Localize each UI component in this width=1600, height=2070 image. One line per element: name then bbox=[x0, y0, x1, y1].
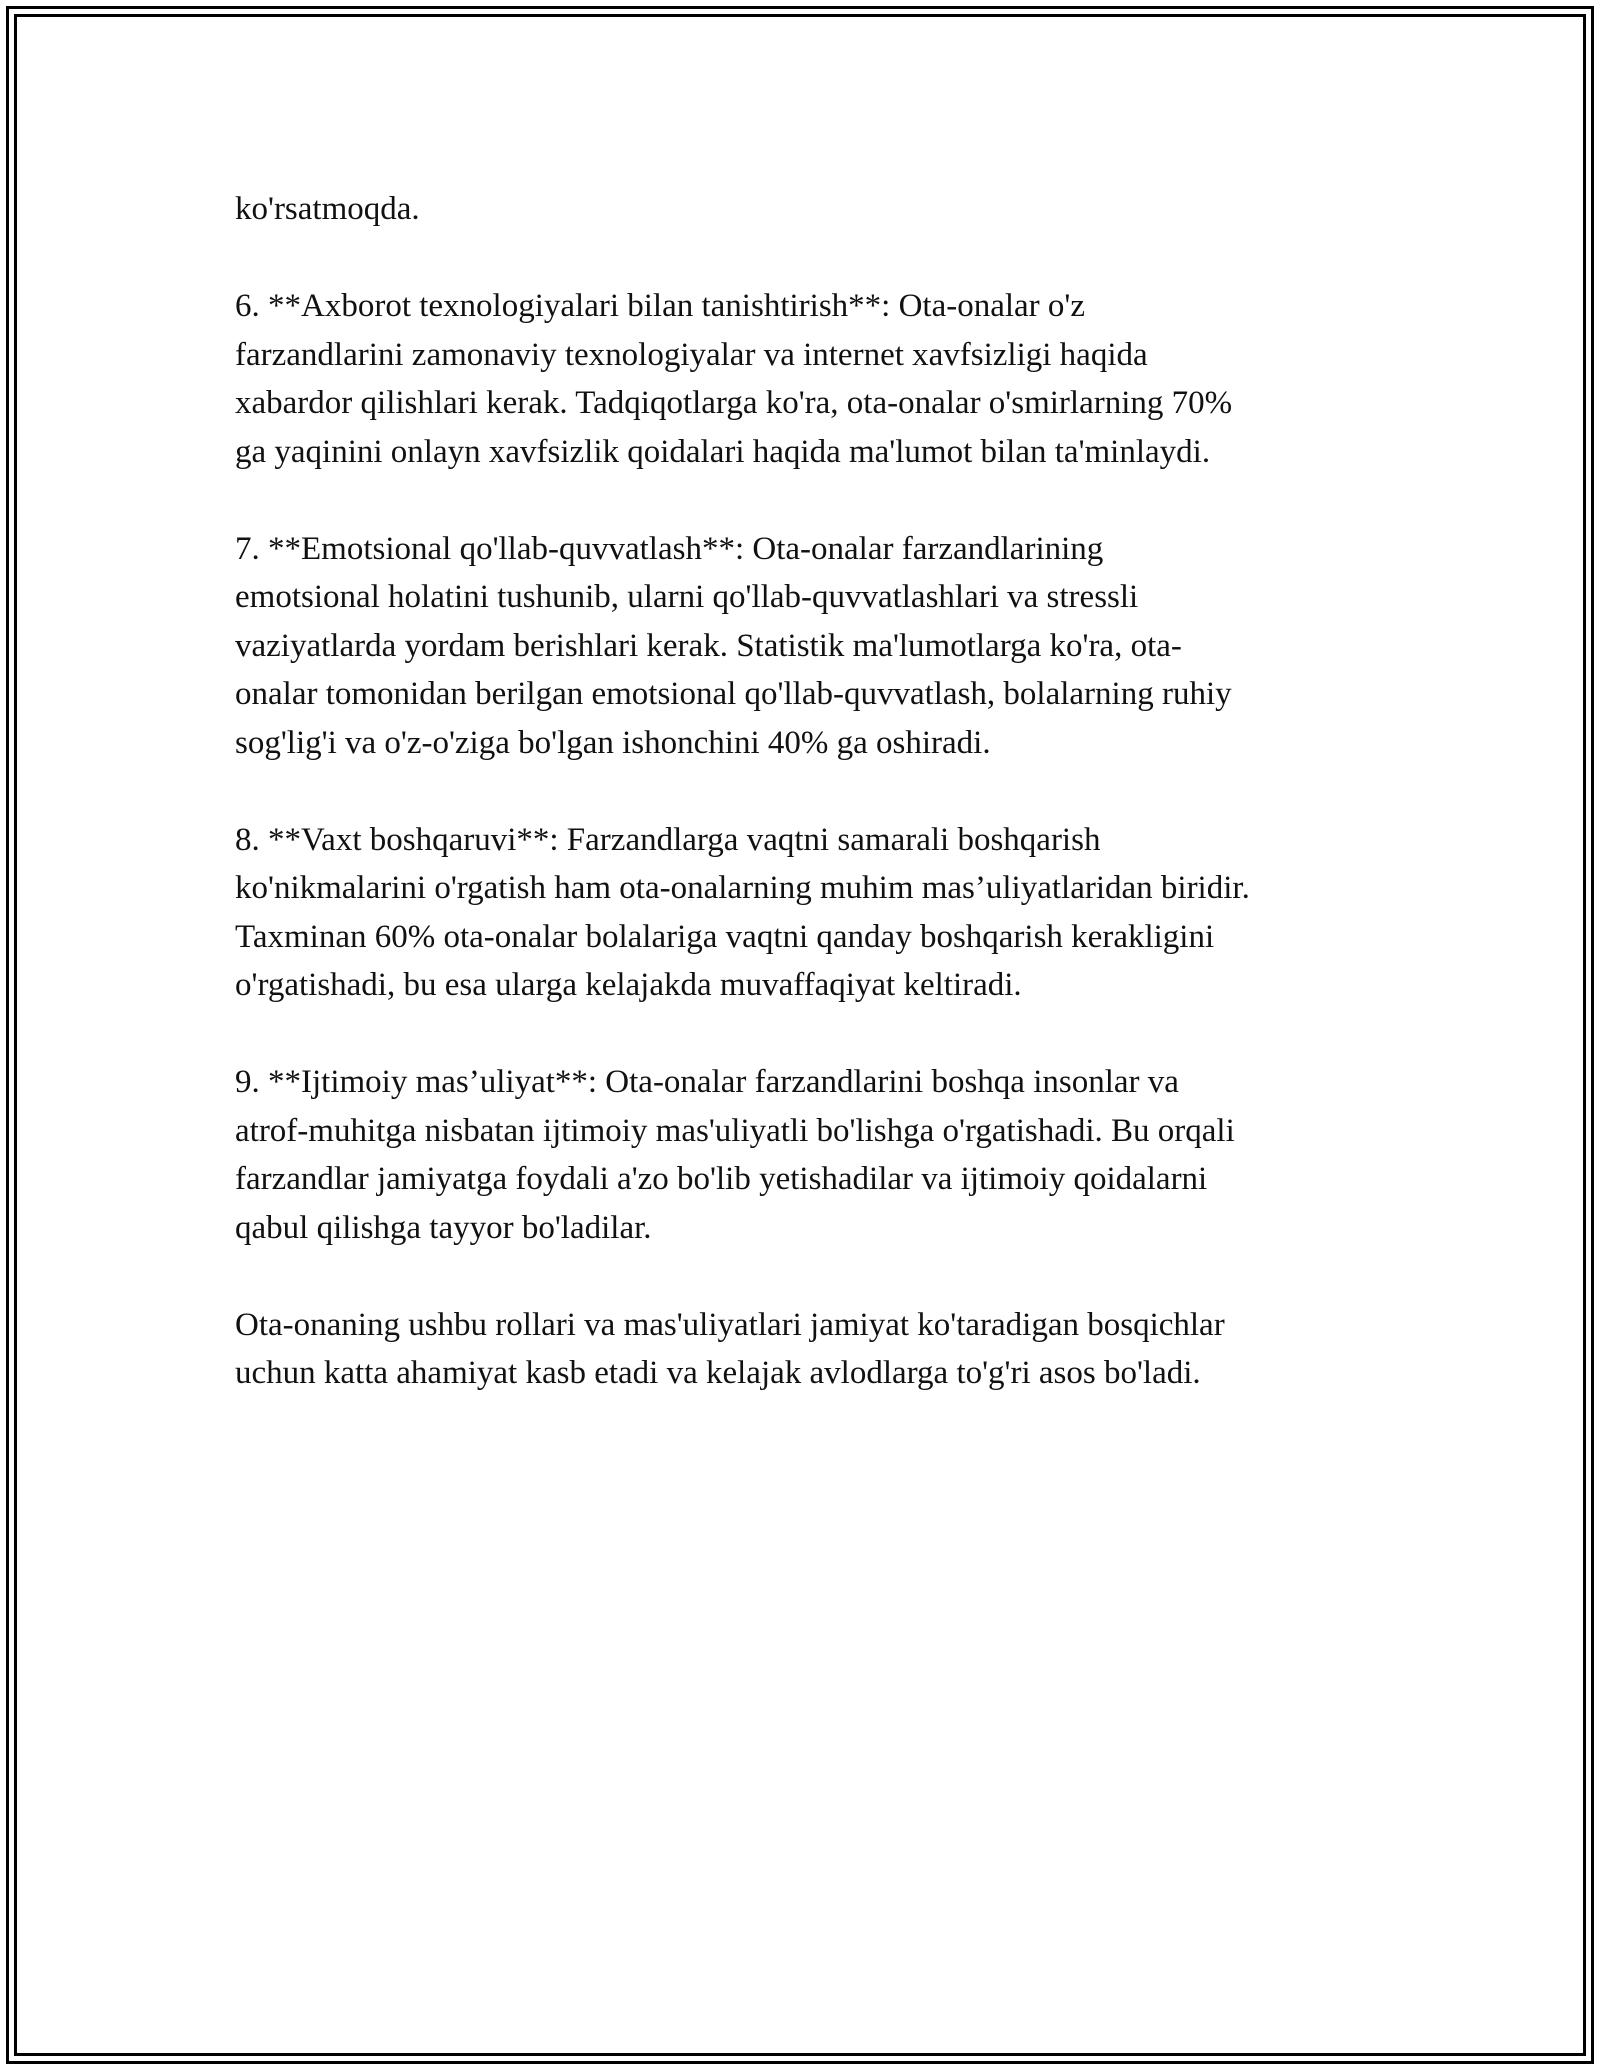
text-line: xabardor qilishlari kerak. Tadqiqotlarga ko'ra, ota-onalar o'smirlarning 70% bbox=[235, 385, 1233, 421]
text-line: o'rgatishadi, bu esa ularga kelajakda muvaffaqiyat keltiradi. bbox=[235, 967, 1022, 1003]
text-line: onalar tomonidan berilgan emotsional qo'llab-quvvatlash, bolalarning ruhiy bbox=[235, 676, 1232, 712]
text-line: vaziyatlarda yordam berishlari kerak. Statistik ma'lumotlarga ko'ra, ota- bbox=[235, 627, 1182, 664]
text-line: 9. **Ijtimoiy mas’uliyat**: Ota-onalar farzandlarini boshqa insonlar va bbox=[235, 1064, 1179, 1100]
paragraph-item-6 bbox=[235, 282, 1375, 476]
text-line: sog'lig'i va o'z-o'ziga bo'lgan ishonchini 40% ga oshiradi. bbox=[235, 724, 991, 761]
text-line: 7. **Emotsional qo'llab-quvvatlash**: Ota-onalar farzandlarining bbox=[235, 530, 1104, 567]
text-line: ko'rsatmoqda. bbox=[235, 191, 420, 227]
text-line: uchun katta ahamiyat kasb etadi va kelajak avlodlarga to'g'ri asos bo'ladi. bbox=[235, 1355, 1201, 1391]
text-line: farzandlar jamiyatga foydali a'zo bo'lib yetishadilar va ijtimoiy qoidalarni bbox=[235, 1161, 1208, 1197]
text-line: 8. **Vaxt boshqaruvi**: Farzandlarga vaqtni samarali boshqarish bbox=[235, 821, 1101, 858]
text-line: Taxminan 60% ota-onalar bolalariga vaqtni qanday boshqarish kerakligini bbox=[235, 918, 1215, 955]
text-line: 6. **Axborot texnologiyalari bilan tanishtirish**: Ota-onalar o'z bbox=[235, 288, 1086, 324]
paragraph-continuation bbox=[235, 185, 1375, 234]
paragraph-conclusion bbox=[235, 1301, 1375, 1398]
text-line: emotsional holatini tushunib, ularni qo'llab-quvvatlashlari va stressli bbox=[235, 579, 1139, 615]
text-line: atrof-muhitga nisbatan ijtimoiy mas'uliyatli bo'lishga o'rgatishadi. Bu orqali bbox=[235, 1112, 1235, 1149]
text-line: qabul qilishga tayyor bo'ladilar. bbox=[235, 1209, 652, 1246]
paragraph-item-9 bbox=[235, 1058, 1375, 1252]
text-line: ko'nikmalarini o'rgatish ham ota-onalarning muhim mas’uliyatlaridan biridir. bbox=[235, 870, 1250, 906]
document-body bbox=[235, 185, 1375, 1446]
text-line: farzandlarini zamonaviy texnologiyalar va internet xavfsizligi haqida bbox=[235, 336, 1148, 373]
text-line: ga yaqinini onlayn xavfsizlik qoidalari haqida ma'lumot bilan ta'minlaydi. bbox=[235, 433, 1211, 470]
paragraph-item-7 bbox=[235, 525, 1375, 768]
text-line: Ota-onaning ushbu rollari va mas'uliyatlari jamiyat ko'taradigan bosqichlar bbox=[235, 1306, 1225, 1343]
paragraph-item-8 bbox=[235, 816, 1375, 1010]
